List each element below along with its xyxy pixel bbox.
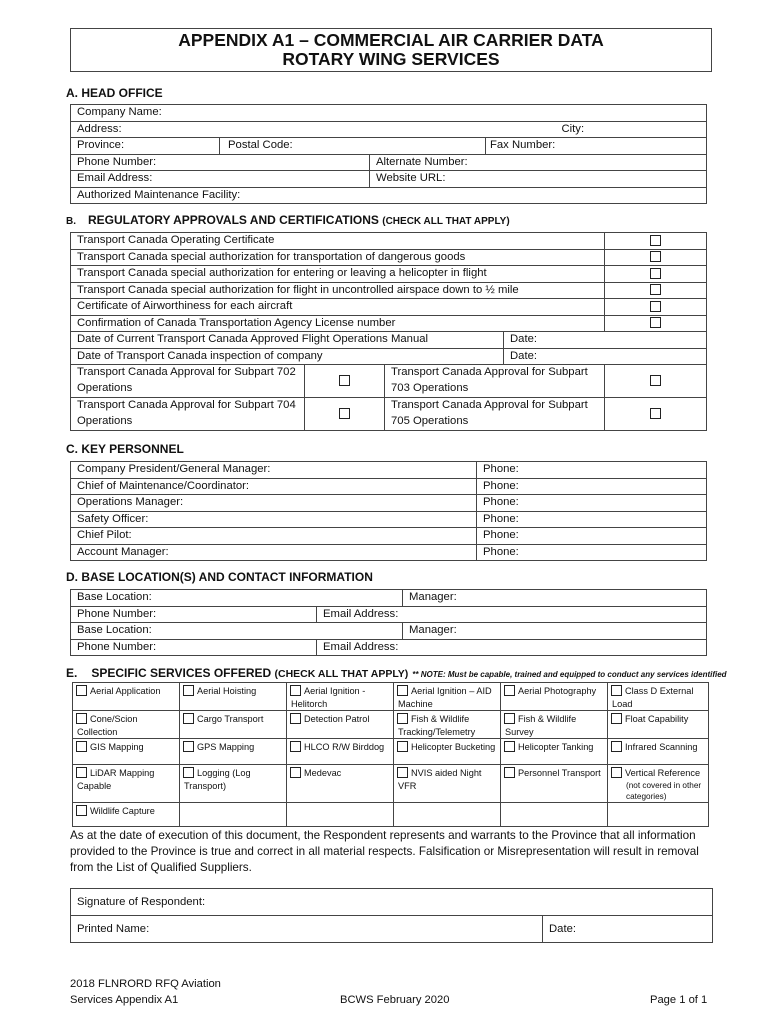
service-checkbox[interactable]	[183, 713, 194, 724]
service-cell[interactable]: Fish & Wildlife Survey	[501, 711, 608, 739]
section-b-heading	[66, 213, 510, 227]
service-empty-cell	[608, 802, 709, 826]
section-e-heading	[66, 666, 727, 680]
section-e-note: ** NOTE: Must be capable, trained and equipped to conduct any services identified	[412, 670, 727, 679]
province-field[interactable]: Province:	[71, 138, 220, 155]
base-phone-field[interactable]: Phone Number:	[71, 639, 317, 656]
inspection-label: Date of Transport Canada inspection of company	[71, 348, 504, 365]
service-cell[interactable]: Cone/Scion Collection	[73, 711, 180, 739]
service-checkbox[interactable]	[611, 713, 622, 724]
personnel-phone-field[interactable]: Phone:	[477, 544, 707, 561]
footer-left	[70, 977, 221, 1008]
personnel-role-field[interactable]: Company President/General Manager:	[71, 462, 477, 479]
address-field[interactable]: Address:	[71, 121, 556, 138]
personnel-table	[70, 461, 707, 561]
title-line-2: ROTARY WING SERVICES	[282, 49, 500, 69]
service-checkbox[interactable]	[397, 741, 408, 752]
section-e-letter: E.	[66, 666, 78, 680]
service-cell[interactable]: GPS Mapping	[180, 739, 287, 765]
service-checkbox[interactable]	[504, 713, 515, 724]
base-phone-field[interactable]: Phone Number:	[71, 606, 317, 623]
footer-left-line-2: Services Appendix A1	[70, 993, 179, 1006]
base-location-field[interactable]: Base Location:	[71, 623, 403, 640]
personnel-phone-field[interactable]: Phone:	[477, 462, 707, 479]
website-url-field[interactable]: Website URL:	[370, 171, 707, 188]
footer-left-line-1: 2018 FLNRORD RFQ Aviation	[70, 978, 221, 990]
service-cell[interactable]: GIS Mapping	[73, 739, 180, 765]
base-email-field[interactable]: Email Address:	[317, 606, 707, 623]
subpart-703-label: Transport Canada Approval for Subpart 703 Operations	[385, 365, 605, 398]
service-checkbox[interactable]	[397, 685, 408, 696]
approvals-table	[70, 232, 707, 431]
service-checkbox[interactable]	[76, 767, 87, 778]
approval-checkbox[interactable]	[650, 284, 661, 295]
service-cell[interactable]: LiDAR Mapping Capable	[73, 765, 180, 803]
service-checkbox[interactable]	[290, 685, 301, 696]
personnel-phone-field[interactable]: Phone:	[477, 528, 707, 545]
personnel-role-field[interactable]: Safety Officer:	[71, 511, 477, 528]
vertical-reference-note: (not covered in other categories)	[626, 780, 702, 801]
service-cell[interactable]: Aerial Photography	[501, 683, 608, 711]
flight-ops-manual-label: Date of Current Transport Canada Approved Flight Operations Manual	[71, 332, 504, 349]
service-checkbox[interactable]	[183, 685, 194, 696]
service-empty-cell	[501, 802, 608, 826]
section-b-subtitle: (CHECK ALL THAT APPLY)	[382, 216, 510, 227]
personnel-role-field[interactable]: Chief of Maintenance/Coordinator:	[71, 478, 477, 495]
personnel-role-field[interactable]: Operations Manager:	[71, 495, 477, 512]
service-checkbox[interactable]	[611, 741, 622, 752]
service-checkbox[interactable]	[504, 685, 515, 696]
service-checkbox[interactable]	[290, 767, 301, 778]
personnel-phone-field[interactable]: Phone:	[477, 478, 707, 495]
signature-field[interactable]: Signature of Respondent:	[71, 889, 713, 916]
company-name-field[interactable]: Company Name:	[71, 105, 707, 122]
signature-date-field[interactable]: Date:	[543, 916, 713, 943]
service-cell[interactable]: Aerial Ignition – AID Machine	[394, 683, 501, 711]
subpart-702-checkbox[interactable]	[339, 375, 350, 386]
service-checkbox[interactable]	[76, 713, 87, 724]
service-cell[interactable]: Personnel Transport	[501, 765, 608, 803]
service-checkbox[interactable]	[76, 805, 87, 816]
section-c-heading: C. KEY PERSONNEL	[66, 442, 184, 456]
subpart-705-checkbox[interactable]	[650, 408, 661, 419]
approval-item: Transport Canada special authorization for transportation of dangerous goods	[71, 249, 605, 266]
city-field[interactable]: City:	[556, 121, 707, 138]
subpart-704-checkbox[interactable]	[339, 408, 350, 419]
service-cell[interactable]: Vertical Reference (not covered in other categories)	[608, 765, 709, 803]
service-cell[interactable]: Infrared Scanning	[608, 739, 709, 765]
service-cell[interactable]: HLCO R/W Birddog	[287, 739, 394, 765]
service-cell[interactable]: Helicopter Bucketing	[394, 739, 501, 765]
flight-ops-date-field[interactable]: Date:	[504, 332, 707, 349]
approval-item: Certificate of Airworthiness for each aircraft	[71, 299, 605, 316]
base-location-field[interactable]: Base Location:	[71, 590, 403, 607]
service-cell[interactable]: Logging (Log Transport)	[180, 765, 287, 803]
section-e-title: SPECIFIC SERVICES OFFERED	[91, 666, 272, 680]
section-a-heading: A. HEAD OFFICE	[66, 86, 163, 100]
service-cell[interactable]: Helicopter Tanking	[501, 739, 608, 765]
service-cell[interactable]: Cargo Transport	[180, 711, 287, 739]
section-b-letter: B.	[66, 216, 76, 227]
approval-item: Transport Canada special authorization for entering or leaving a helicopter in flight	[71, 266, 605, 283]
personnel-role-field[interactable]: Chief Pilot:	[71, 528, 477, 545]
service-cell[interactable]: NVIS aided Night VFR	[394, 765, 501, 803]
service-empty-cell	[287, 802, 394, 826]
maintenance-facility-field[interactable]: Authorized Maintenance Facility:	[71, 187, 707, 204]
service-checkbox[interactable]	[76, 741, 87, 752]
base-manager-field[interactable]: Manager:	[403, 623, 707, 640]
service-empty-cell	[394, 802, 501, 826]
footer-center: BCWS February 2020	[340, 994, 450, 1006]
base-email-field[interactable]: Email Address:	[317, 639, 707, 656]
footer-page-number: Page 1 of 1	[650, 994, 708, 1006]
subpart-702-label: Transport Canada Approval for Subpart 702 Operations	[71, 365, 305, 398]
title-line-1: APPENDIX A1 – COMMERCIAL AIR CARRIER DATA	[178, 30, 604, 50]
service-cell[interactable]: Fish & Wildlife Tracking/Telemetry	[394, 711, 501, 739]
service-empty-cell	[180, 802, 287, 826]
service-cell[interactable]: Float Capability	[608, 711, 709, 739]
services-table	[72, 682, 709, 827]
service-checkbox[interactable]	[611, 767, 622, 778]
head-office-table	[70, 104, 707, 204]
declaration-text: As at the date of execution of this document, the Respondent represents and warrants to the Province that all information provided to the Province is true and correct in all material respects. Falsification or Misrepresentation will result in removal from the List of Qualified Suppliers.	[70, 829, 699, 874]
subpart-705-label: Transport Canada Approval for Subpart 705 Operations	[385, 398, 605, 431]
phone-number-field[interactable]: Phone Number:	[71, 154, 370, 171]
signature-table	[70, 888, 713, 943]
email-address-field[interactable]: Email Address:	[71, 171, 370, 188]
approval-item: Confirmation of Canada Transportation Agency License number	[71, 315, 605, 332]
service-checkbox[interactable]	[183, 741, 194, 752]
approval-checkbox[interactable]	[650, 268, 661, 279]
personnel-phone-field[interactable]: Phone:	[477, 495, 707, 512]
service-cell[interactable]: Aerial Hoisting	[180, 683, 287, 711]
approval-checkbox[interactable]	[650, 301, 661, 312]
service-checkbox[interactable]	[290, 741, 301, 752]
subpart-704-label: Transport Canada Approval for Subpart 704 Operations	[71, 398, 305, 431]
service-cell[interactable]: Detection Patrol	[287, 711, 394, 739]
base-manager-field[interactable]: Manager:	[403, 590, 707, 607]
section-b-title: REGULATORY APPROVALS AND CERTIFICATIONS	[88, 213, 379, 227]
approval-checkbox[interactable]	[650, 317, 661, 328]
approval-checkbox[interactable]	[650, 235, 661, 246]
service-checkbox[interactable]	[504, 767, 515, 778]
service-checkbox[interactable]	[183, 767, 194, 778]
postal-code-field[interactable]: Postal Code:	[220, 138, 486, 155]
section-e-subtitle: (CHECK ALL THAT APPLY)	[274, 668, 409, 680]
service-cell[interactable]: Class D External Load	[608, 683, 709, 711]
service-checkbox[interactable]	[397, 713, 408, 724]
service-checkbox[interactable]	[76, 685, 87, 696]
approval-checkbox[interactable]	[650, 251, 661, 262]
service-checkbox[interactable]	[504, 741, 515, 752]
personnel-phone-field[interactable]: Phone:	[477, 511, 707, 528]
page-title	[70, 28, 712, 72]
alternate-number-field[interactable]: Alternate Number:	[370, 154, 707, 171]
service-cell[interactable]: Aerial Ignition - Helitorch	[287, 683, 394, 711]
base-location-table	[70, 589, 707, 656]
service-cell[interactable]: Medevac	[287, 765, 394, 803]
service-checkbox[interactable]	[611, 685, 622, 696]
inspection-date-field[interactable]: Date:	[504, 348, 707, 365]
service-cell[interactable]: Wildlife Capture	[73, 802, 180, 826]
subpart-703-checkbox[interactable]	[650, 375, 661, 386]
service-cell[interactable]: Aerial Application	[73, 683, 180, 711]
fax-number-field[interactable]: Fax Number:	[486, 138, 707, 155]
approval-item: Transport Canada Operating Certificate	[71, 233, 605, 250]
section-d-heading: D. BASE LOCATION(S) AND CONTACT INFORMATION	[66, 570, 373, 584]
service-checkbox[interactable]	[290, 713, 301, 724]
personnel-role-field[interactable]: Account Manager:	[71, 544, 477, 561]
service-checkbox[interactable]	[397, 767, 408, 778]
printed-name-field[interactable]: Printed Name:	[71, 916, 543, 943]
approval-item: Transport Canada special authorization for flight in uncontrolled airspace down to ½ mile	[71, 282, 605, 299]
